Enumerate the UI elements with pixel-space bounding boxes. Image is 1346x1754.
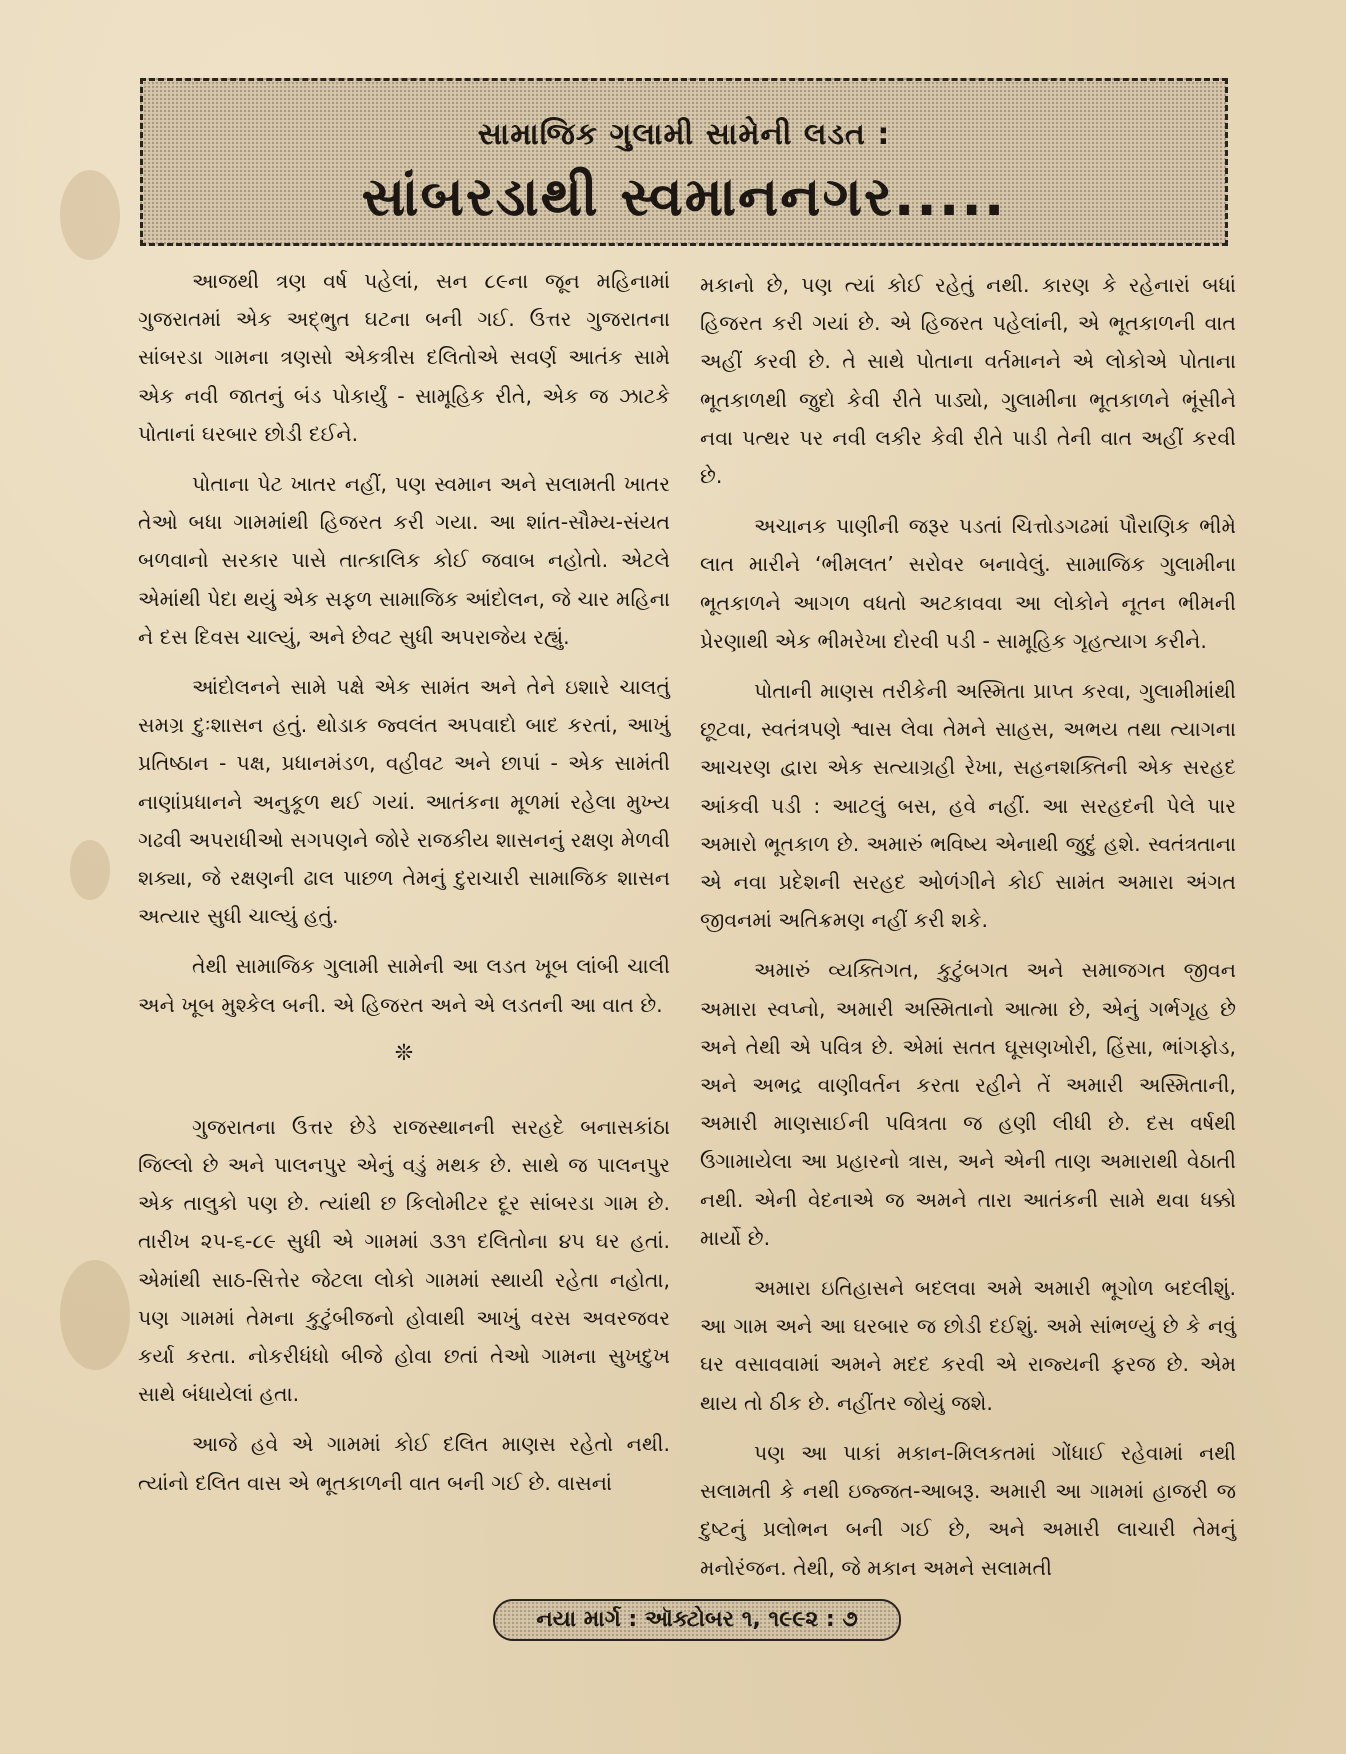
page-footer: નયા માર્ગ : ઑક્ટોબર ૧, ૧૯૯૨ : ૭ — [493, 1599, 901, 1641]
paragraph: અમારા ઇતિહાસને બદલવા અમે અમારી ભૂગોળ બદલીશું. આ ગામ અને આ ઘરબાર જ છોડી દઈશું. અમે સાંભળ્યું છે કે નવું ઘર વસાવવામાં અમને મદદ કરવી એ રાજ્યની ફરજ છે. એમ થાય તો ઠીક છે. નહીંતર જોયું જશે. — [700, 1276, 1236, 1415]
left-column — [138, 262, 670, 1514]
paragraph: ગુજરાતના ઉત્તર છેડે રાજસ્થાનની સરહદે બનાસકાંઠા જિલ્લો છે અને પાલનપુર એનું વડું મથક છે. સાથે જ પાલનપુર એક તાલુકો પણ છે. ત્યાંથી છ કિલોમીટર દૂર સાંબરડા ગામ છે. તારીખ ૨૫-૬-૮૯ સુધી એ ગામમાં ૩૩૧ દલિતોના ૪૫ ઘર હતાં. એમાંથી સાઠ-સિત્તેર જેટલા લોકો ગામમાં સ્થાયી રહેતા નહોતા, પણ ગામમાં તેમના કુટુંબીજનો હોવાથી આખું વરસ અવરજવર કર્યા કરતા. નોકરીધંધો બીજે હોવા છતાં તેઓ ગામના સુખદુખ સાથે બંધાયેલાં હતા. — [138, 1114, 670, 1407]
paragraph: તેથી સામાજિક ગુલામી સામેની આ લડત ખૂબ લાંબી ચાલી અને ખૂબ મુશ્કેલ બની. એ હિજરત અને એ લડતની આ વાત છે. — [138, 954, 670, 1017]
section-break-ornament-icon: ❊ — [394, 1040, 414, 1066]
paper-stain — [60, 1260, 130, 1370]
headline-kicker: સામાજિક ગુલામી સામેની લડત : — [477, 117, 891, 152]
paper-stain — [60, 170, 120, 260]
paragraph: અમારું વ્યક્તિગત, કુટુંબગત અને સમાજગત જીવન અમારા સ્વપ્નો, અમારી અસ્મિતાનો આત્મા છે, એનું ગર્ભગૃહ છે અને તેથી એ પવિત્ર છે. એમાં સતત ઘૂસણખોરી, હિંસા, ભાંગફોડ, અને અભદ્ર વાણીવર્તન કરતા રહીને તેં અમારી અસ્મિતાની, અમારી માણસાઈની પવિત્રતા જ હણી લીધી છે. દસ વર્ષથી ઉગામાયેલા આ પ્રહારનો ત્રાસ, અને એની તાણ અમારાથી વેઠાતી નથી. એની વેદનાએ જ અમને તારા આતંકની સામે થવા ધક્કો માર્યો છે. — [700, 958, 1236, 1250]
paragraph: આજે હવે એ ગામમાં કોઈ દલિત માણસ રહેતો નથી. ત્યાંનો દલિત વાસ એ ભૂતકાળની વાત બની ગઈ છે. વાસનાં — [138, 1432, 670, 1495]
paragraph: પોતાના પેટ ખાતર નહીં, પણ સ્વમાન અને સલામતી ખાતર તેઓ બધા ગામમાંથી હિજરત કરી ગયા. આ શાંત-સૌમ્ય-સંયત બળવાનો સરકાર પાસે તાત્કાલિક કોઈ જવાબ નહોતો. એટલે એમાંથી પેદા થયું એક સફળ સામાજિક આંદોલન, જે ચાર મહિના ને દસ દિવસ ચાલ્યું, અને છેવટ સુધી અપરાજેય રહ્યું. — [138, 472, 670, 649]
headline-title: સાંબરડાથી સ્વમાનનગર..... — [361, 165, 1007, 228]
paragraph: આંદોલનને સામે પક્ષે એક સામંત અને તેને ઇશારે ચાલતું સમગ્ર દુઃશાસન હતું. થોડાક જ્વલંત અપવાદો બાદ કરતાં, આખું પ્રતિષ્ઠાન - પક્ષ, પ્રધાનમંડળ, વહીવટ અને છાપાં - એક સામંતી નાણાંપ્રધાનને અનુકૂળ થઈ ગયાં. આતંકના મૂળમાં રહેલા મુખ્ય ગઢવી અપરાધીઓ સગપણને જોરે રાજકીય શાસનનું રક્ષણ મેળવી શક્યા, જે રક્ષણની ઢાલ પાછળ તેમનું દુરાચારી સામાજિક શાસન અત્યાર સુધી ચાલ્યું હતું. — [138, 675, 670, 929]
paragraph: પોતાની માણસ તરીકેની અસ્મિતા પ્રાપ્ત કરવા, ગુલામીમાંથી છૂટવા, સ્વતંત્રપણે શ્વાસ લેવા તેમને સાહસ, અભય તથા ત્યાગના આચરણ દ્વારા એક સત્યાગ્રહી રેખા, સહનશક્તિની એક સરહદ આંકવી પડી : આટલું બસ, હવે નહીં. આ સરહદની પેલે પાર અમારો ભૂતકાળ છે. અમારું ભવિષ્ય એનાથી જુદું હશે. સ્વતંત્રતાના એ નવા પ્રદેશની સરહદ ઓળંગીને કોઈ સામંત અમારા અંગત જીવનમાં અતિક્રમણ નહીં કરી શકે. — [700, 679, 1236, 933]
headline-box — [140, 78, 1228, 246]
paragraph: પણ આ પાકાં મકાન-મિલકતમાં ગોંધાઈ રહેવામાં નથી સલામતી કે નથી ઇજ્જત-આબરૂ. અમારી આ ગામમાં હાજરી જ દુષ્ટનું પ્રલોભન બની ગઈ છે, અને અમારી લાચારી તેમનું મનોરંજન. તેથી, જે મકાન અમને સલામતી — [700, 1440, 1236, 1580]
right-column — [700, 266, 1236, 1599]
paragraph-continuation: મકાનો છે, પણ ત્યાં કોઈ રહેતું નથી. કારણ કે રહેનારાં બધાં હિજરત કરી ગયાં છે. એ હિજરત પહેલાંની, એ ભૂતકાળની વાત અહીં કરવી છે. તે સાથે પોતાના વર્તમાનને એ લોકોએ પોતાના ભૂતકાળથી જુદો કેવી રીતે પાડ્યો, ગુલામીના ભૂતકાળને ભૂંસીને નવા પત્થર પર નવી લકીર કેવી રીતે પાડી તેની વાત અહીં કરવી છે. — [700, 273, 1236, 489]
paper-stain — [70, 840, 110, 900]
paragraph: અચાનક પાણીની જરૂર પડતાં ચિત્તોડગઢમાં પૌરાણિક ભીમે લાત મારીને ‘ભીમલત’ સરોવર બનાવેલું. સામાજિક ગુલામીના ભૂતકાળને આગળ વધતો અટકાવવા આ લોકોને નૂતન ભીમની પ્રેરણાથી એક ભીમરેખા દોરવી પડી - સામૂહિક ગૃહત્યાગ કરીને. — [700, 514, 1236, 653]
paragraph: આજથી ત્રણ વર્ષ પહેલાં, સન ૮૯ના જૂન મહિનામાં ગુજરાતમાં એક અદ્ભુત ઘટના બની ગઈ. ઉત્તર ગુજરાતના સાંબરડા ગામના ત્રણસો એકત્રીસ દલિતોએ સવર્ણ આતંક સામે એક નવી જાતનું બંડ પોકાર્યું - સામૂહિક રીતે, એક જ ઝાટકે પોતાનાં ઘરબાર છોડી દઈને. — [138, 269, 670, 446]
